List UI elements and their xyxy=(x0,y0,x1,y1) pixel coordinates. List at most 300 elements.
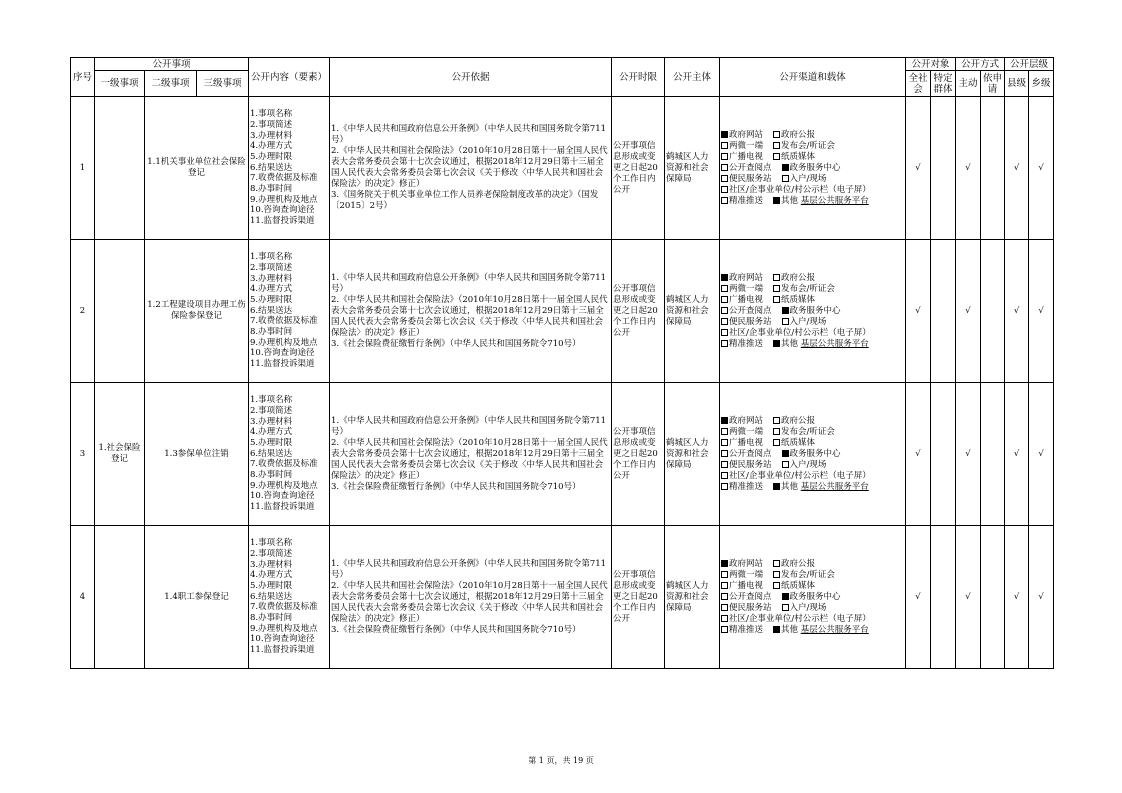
header-target-all: 全社会 xyxy=(906,71,931,97)
content-item: 10.咨询查询途径 xyxy=(250,634,315,645)
tick-method-active: √ xyxy=(956,526,981,669)
channel-door: 入户/现场 xyxy=(789,602,827,613)
time-limit-line: 个工作日内 xyxy=(613,316,656,327)
time-limit-line: 个工作日内 xyxy=(613,459,656,470)
basis-item: 3.《社会保险费征缴暂行条例》（中华人民共和国国务院令710号） xyxy=(331,624,581,635)
channel-reading: 公开查阅点 xyxy=(729,162,772,173)
checkbox-icon xyxy=(773,274,780,281)
header-layer-county: 县级 xyxy=(1005,71,1029,97)
content-item: 5.办理时限 xyxy=(250,580,293,591)
content-item: 7.收费依据及标准 xyxy=(250,316,318,327)
checkbox-icon xyxy=(721,296,728,303)
basis-item: 3.《社会保险费征缴暂行条例》（中华人民共和国国务院令710号） xyxy=(331,481,581,492)
channel-community: 社区/企事业单位/村公示栏（电子屏） xyxy=(729,184,871,195)
tick-target-all: √ xyxy=(906,383,931,526)
content-item: 1.事项名称 xyxy=(250,395,293,406)
channel-door: 入户/现场 xyxy=(789,459,827,470)
checkbox-icon xyxy=(773,131,780,138)
content-item: 3.办理材料 xyxy=(250,559,293,570)
channel-reading: 公开查阅点 xyxy=(729,591,772,602)
row-channels xyxy=(720,383,906,526)
channel-platform: 基层公共服务平台 xyxy=(800,624,869,635)
checkbox-icon xyxy=(782,318,789,325)
tick-method-active: √ xyxy=(956,240,981,383)
header-subject: 公开主体 xyxy=(665,58,720,97)
checkbox-icon xyxy=(721,197,728,204)
time-limit-line: 公开 xyxy=(613,613,631,624)
content-item: 2.事项简述 xyxy=(250,119,293,130)
content-item: 1.事项名称 xyxy=(250,538,293,549)
checkbox-icon xyxy=(721,428,728,435)
time-limit-line: 公开 xyxy=(613,184,631,195)
channel-gov-site: 政府网站 xyxy=(729,558,764,569)
channel-convenience: 便民服务站 xyxy=(729,316,772,327)
row-channels xyxy=(720,526,906,669)
time-limit-line: 息形成或变 xyxy=(613,294,656,305)
row-subject xyxy=(665,97,720,240)
row-level1: 1.社会保险登记 xyxy=(95,383,145,526)
checked-box-icon xyxy=(721,560,728,567)
tick-method-active: √ xyxy=(956,97,981,240)
header-seq: 序号 xyxy=(71,58,95,97)
checkbox-icon xyxy=(721,472,728,479)
content-item: 10.咨询查询途径 xyxy=(250,348,315,359)
channel-line xyxy=(721,295,904,306)
row-level2: 1.4职工参保登记 xyxy=(145,526,249,669)
checked-box-icon xyxy=(721,131,728,138)
channel-line xyxy=(721,559,904,570)
table-row xyxy=(71,526,1054,669)
checked-box-icon xyxy=(721,274,728,281)
channel-other: 其他 xyxy=(781,195,799,206)
channel-convenience: 便民服务站 xyxy=(729,602,772,613)
checkbox-icon xyxy=(721,582,728,589)
channel-precise: 精准推送 xyxy=(729,624,764,635)
channel-press: 发布会/听证会 xyxy=(781,283,835,294)
channel-two-micro: 两微一端 xyxy=(729,426,764,437)
checkbox-icon xyxy=(721,615,728,622)
channel-broadcast: 广播电视 xyxy=(729,294,764,305)
checkbox-icon xyxy=(721,153,728,160)
content-item: 9.办理机构及地点 xyxy=(250,337,318,348)
row-level2: 1.2工程建设项目办理工伤保险参保登记 xyxy=(145,240,249,383)
time-limit-line: 更之日起20 xyxy=(613,591,658,602)
checked-box-icon xyxy=(773,626,780,633)
content-item: 10.咨询查询途径 xyxy=(250,205,315,216)
content-item: 6.结果送达 xyxy=(250,305,293,316)
header-level2: 二级事项 xyxy=(145,71,197,97)
channel-paper: 纸质媒体 xyxy=(781,437,816,448)
time-limit-line: 个工作日内 xyxy=(613,602,656,613)
channel-service-center: 政务服务中心 xyxy=(789,591,841,602)
tick-target-all: √ xyxy=(906,97,931,240)
content-item: 6.结果送达 xyxy=(250,591,293,602)
content-item: 2.事项简述 xyxy=(250,548,293,559)
tick-layer-town: √ xyxy=(1029,383,1054,526)
channel-other: 其他 xyxy=(781,338,799,349)
checkbox-icon xyxy=(782,175,789,182)
checkbox-icon xyxy=(782,604,789,611)
checked-box-icon xyxy=(721,417,728,424)
content-item: 3.办理材料 xyxy=(250,130,293,141)
time-limit-line: 公开 xyxy=(613,327,631,338)
page-footer: 第 1 页，共 19 页 xyxy=(528,756,594,765)
tick-method-active: √ xyxy=(956,383,981,526)
checkbox-icon xyxy=(773,560,780,567)
content-item: 1.事项名称 xyxy=(250,109,293,120)
header-method-active: 主动 xyxy=(956,71,981,97)
checked-box-icon xyxy=(782,593,789,600)
basis-item: 2.《中华人民共和国社会保险法》（2010年10月28日第十一届全国人民代表大会常务委员会第十七次会议通过，根据2018年12月29日第十三届全国人民代表大会常务委员会第七次会议《关于修改〈中华人民共和国社会保险法〉的决定》修正） xyxy=(331,146,608,189)
tick-method-request xyxy=(981,383,1005,526)
basis-item: 1.《中华人民共和国政府信息公开条例》（中华人民共和国国务院令第711号） xyxy=(331,124,607,145)
content-item: 10.咨询查询途径 xyxy=(250,491,315,502)
subject-line: 鹤城区人力 xyxy=(666,437,709,448)
checkbox-icon xyxy=(773,582,780,589)
channel-service-center: 政务服务中心 xyxy=(789,162,841,173)
row-time-limit xyxy=(612,240,665,383)
row-seq: 1 xyxy=(71,97,95,240)
header-content: 公开内容（要素） xyxy=(249,58,330,97)
content-item: 6.结果送达 xyxy=(250,162,293,173)
channel-two-micro: 两微一端 xyxy=(729,140,764,151)
channel-line xyxy=(721,614,904,625)
tick-method-request xyxy=(981,240,1005,383)
header-layer: 公开层级 xyxy=(1005,58,1054,71)
row-channels xyxy=(720,240,906,383)
checkbox-icon xyxy=(721,329,728,336)
checkbox-icon xyxy=(782,461,789,468)
tick-method-request xyxy=(981,97,1005,240)
channel-press: 发布会/听证会 xyxy=(781,426,835,437)
checkbox-icon xyxy=(773,439,780,446)
row-basis xyxy=(330,526,612,669)
row-seq: 4 xyxy=(71,526,95,669)
row-channels xyxy=(720,97,906,240)
channel-convenience: 便民服务站 xyxy=(729,459,772,470)
checkbox-icon xyxy=(721,593,728,600)
content-item: 5.办理时限 xyxy=(250,437,293,448)
subject-line: 保障局 xyxy=(666,316,692,327)
channel-line xyxy=(721,570,904,581)
checkbox-icon xyxy=(721,285,728,292)
content-item: 7.收费依据及标准 xyxy=(250,173,318,184)
content-item: 5.办理时限 xyxy=(250,151,293,162)
checkbox-icon xyxy=(721,483,728,490)
checkbox-icon xyxy=(721,186,728,193)
channel-line xyxy=(721,130,904,141)
checked-box-icon xyxy=(782,164,789,171)
basis-item: 1.《中华人民共和国政府信息公开条例》（中华人民共和国国务院令第711号） xyxy=(331,272,607,294)
basis-item: 1.《中华人民共和国政府信息公开条例》（中华人民共和国国务院令第711号） xyxy=(331,415,607,437)
channel-line xyxy=(721,141,904,152)
header-method-request: 依申请 xyxy=(981,71,1005,97)
channel-door: 入户/现场 xyxy=(789,173,827,184)
checkbox-icon xyxy=(721,439,728,446)
content-item: 2.事项简述 xyxy=(250,262,293,273)
header-basis: 公开依据 xyxy=(330,58,612,97)
checkbox-icon xyxy=(773,142,780,149)
content-item: 4.办理方式 xyxy=(250,427,293,438)
channel-reading: 公开查阅点 xyxy=(729,448,772,459)
channel-line xyxy=(721,284,904,295)
row-level1 xyxy=(95,526,145,669)
channel-broadcast: 广播电视 xyxy=(729,580,764,591)
tick-target-all: √ xyxy=(906,240,931,383)
channel-gov-gazette: 政府公报 xyxy=(781,558,816,569)
header-method: 公开方式 xyxy=(956,58,1005,71)
channel-gov-gazette: 政府公报 xyxy=(781,272,816,283)
table-row xyxy=(71,97,1054,240)
channel-broadcast: 广播电视 xyxy=(729,437,764,448)
checkbox-icon xyxy=(721,626,728,633)
row-content-items xyxy=(249,526,330,669)
channel-paper: 纸质媒体 xyxy=(781,151,816,162)
row-time-limit xyxy=(612,526,665,669)
header-target: 公开对象 xyxy=(906,58,956,71)
subject-line: 鹤城区人力 xyxy=(666,151,709,162)
checked-box-icon xyxy=(773,197,780,204)
tick-method-request xyxy=(981,526,1005,669)
channel-community: 社区/企事业单位/村公示栏（电子屏） xyxy=(729,613,871,624)
content-item: 4.办理方式 xyxy=(250,284,293,295)
row-content-items xyxy=(249,97,330,240)
row-basis xyxy=(330,97,612,240)
row-level2: 1.3参保单位注销 xyxy=(145,383,249,526)
header-layer-town: 乡级 xyxy=(1029,71,1054,97)
row-content-items xyxy=(249,240,330,383)
channel-platform: 基层公共服务平台 xyxy=(800,338,869,349)
content-item: 9.办理机构及地点 xyxy=(250,480,318,491)
time-limit-line: 息形成或变 xyxy=(613,437,656,448)
time-limit-line: 公开 xyxy=(613,470,631,481)
channel-line xyxy=(721,460,904,471)
content-item: 8.办事时间 xyxy=(250,613,293,624)
table-row xyxy=(71,240,1054,383)
content-item: 9.办理机构及地点 xyxy=(250,623,318,634)
checked-box-icon xyxy=(782,450,789,457)
basis-item: 2.《中华人民共和国社会保险法》（2010年10月28日第十一届全国人民代表大会常务委员会第十七次会议通过，根据2018年12月29日第十三届全国人民代表大会常务委员会第七次会议《关于修改〈中华人民共和国社会保险法〉的决定》修正） xyxy=(331,437,608,481)
channel-line xyxy=(721,471,904,482)
header-level1: 一级事项 xyxy=(95,71,145,97)
content-item: 8.办事时间 xyxy=(250,470,293,481)
channel-paper: 纸质媒体 xyxy=(781,580,816,591)
channel-press: 发布会/听证会 xyxy=(781,569,835,580)
row-subject xyxy=(665,383,720,526)
time-limit-line: 更之日起20 xyxy=(613,305,658,316)
channel-line xyxy=(721,438,904,449)
tick-layer-county: √ xyxy=(1005,383,1029,526)
time-limit-line: 公开事项信 xyxy=(613,140,656,151)
channel-line xyxy=(721,581,904,592)
channel-other: 其他 xyxy=(781,481,799,492)
channel-line xyxy=(721,592,904,603)
channel-precise: 精准推送 xyxy=(729,338,764,349)
time-limit-line: 公开事项信 xyxy=(613,283,656,294)
header-target-specific: 特定群体 xyxy=(931,71,956,97)
row-time-limit xyxy=(612,97,665,240)
header-time-limit: 公开时限 xyxy=(612,58,665,97)
header-level3: 三级事项 xyxy=(197,71,249,97)
tick-target-specific xyxy=(931,383,956,526)
time-limit-line: 公开事项信 xyxy=(613,569,656,580)
content-item: 3.办理材料 xyxy=(250,416,293,427)
time-limit-line: 个工作日内 xyxy=(613,173,656,184)
channel-two-micro: 两微一端 xyxy=(729,569,764,580)
channel-line xyxy=(721,273,904,284)
channel-platform: 基层公共服务平台 xyxy=(800,195,869,206)
table-row xyxy=(71,383,1054,526)
channel-reading: 公开查阅点 xyxy=(729,305,772,316)
channel-line xyxy=(721,603,904,614)
content-item: 2.事项简述 xyxy=(250,405,293,416)
channel-service-center: 政务服务中心 xyxy=(789,305,841,316)
checkbox-icon xyxy=(721,142,728,149)
subject-line: 资源和社会 xyxy=(666,591,709,602)
checkbox-icon xyxy=(721,571,728,578)
content-item: 7.收费依据及标准 xyxy=(250,602,318,613)
channel-line xyxy=(721,482,904,493)
subject-line: 保障局 xyxy=(666,173,692,184)
channel-line xyxy=(721,306,904,317)
tick-layer-town: √ xyxy=(1029,97,1054,240)
channel-gov-site: 政府网站 xyxy=(729,129,764,140)
channel-community: 社区/企事业单位/村公示栏（电子屏） xyxy=(729,327,871,338)
row-seq: 3 xyxy=(71,383,95,526)
row-level2: 1.1机关事业单位社会保险登记 xyxy=(145,97,249,240)
checkbox-icon xyxy=(773,571,780,578)
channel-line xyxy=(721,427,904,438)
channel-line xyxy=(721,185,904,196)
row-subject xyxy=(665,240,720,383)
tick-target-all: √ xyxy=(906,526,931,669)
tick-layer-county: √ xyxy=(1005,526,1029,669)
content-item: 4.办理方式 xyxy=(250,570,293,581)
basis-item: 2.《中华人民共和国社会保险法》（2010年10月28日第十一届全国人民代表大会常务委员会第十七次会议通过，根据2018年12月29日第十三届全国人民代表大会常务委员会第七次会议《关于修改〈中华人民共和国社会保险法〉的决定》修正） xyxy=(331,294,608,338)
channel-gov-site: 政府网站 xyxy=(729,415,764,426)
basis-item: 2.《中华人民共和国社会保险法》（2010年10月28日第十一届全国人民代表大会常务委员会第十七次会议通过，根据2018年12月29日第十三届全国人民代表大会常务委员会第七次会议《关于修改〈中华人民共和国社会保险法〉的决定》修正） xyxy=(331,580,608,624)
checkbox-icon xyxy=(721,340,728,347)
content-item: 11.监督投诉渠道 xyxy=(250,359,315,370)
tick-layer-county: √ xyxy=(1005,240,1029,383)
row-level1 xyxy=(95,97,145,240)
channel-gov-gazette: 政府公报 xyxy=(781,129,816,140)
tick-target-specific xyxy=(931,240,956,383)
channel-line xyxy=(721,163,904,174)
checkbox-icon xyxy=(721,164,728,171)
channel-precise: 精准推送 xyxy=(729,481,764,492)
subject-line: 资源和社会 xyxy=(666,305,709,316)
basis-item: 1.《中华人民共和国政府信息公开条例》（中华人民共和国国务院令第711号） xyxy=(331,558,607,580)
tick-layer-town: √ xyxy=(1029,526,1054,669)
checkbox-icon xyxy=(773,153,780,160)
content-item: 7.收费依据及标准 xyxy=(250,459,318,470)
time-limit-line: 更之日起20 xyxy=(613,448,658,459)
row-seq: 2 xyxy=(71,240,95,383)
tick-layer-county: √ xyxy=(1005,97,1029,240)
content-item: 11.监督投诉渠道 xyxy=(250,645,315,656)
time-limit-line: 公开事项信 xyxy=(613,426,656,437)
content-item: 5.办理时限 xyxy=(250,294,293,305)
row-content-items xyxy=(249,383,330,526)
checkbox-icon xyxy=(721,461,728,468)
header-public-item: 公开事项 xyxy=(95,58,249,71)
row-level1 xyxy=(95,240,145,383)
channel-line xyxy=(721,625,904,636)
subject-line: 鹤城区人力 xyxy=(666,294,709,305)
tick-target-specific xyxy=(931,97,956,240)
channel-convenience: 便民服务站 xyxy=(729,173,772,184)
tick-target-specific xyxy=(931,526,956,669)
checkbox-icon xyxy=(721,175,728,182)
content-item: 8.办事时间 xyxy=(250,327,293,338)
row-subject xyxy=(665,526,720,669)
channel-press: 发布会/听证会 xyxy=(781,140,835,151)
row-basis xyxy=(330,240,612,383)
checked-box-icon xyxy=(773,340,780,347)
content-item: 9.办理机构及地点 xyxy=(250,194,318,205)
subject-line: 保障局 xyxy=(666,459,692,470)
checkbox-icon xyxy=(773,417,780,424)
channel-line xyxy=(721,196,904,207)
channel-service-center: 政务服务中心 xyxy=(789,448,841,459)
subject-line: 资源和社会 xyxy=(666,162,709,173)
checkbox-icon xyxy=(721,604,728,611)
channel-line xyxy=(721,449,904,460)
channel-platform: 基层公共服务平台 xyxy=(800,481,869,492)
disclosure-table xyxy=(70,57,1054,669)
basis-item: 3.《国务院关于机关事业单位工作人员养老保险制度改革的决定》（国发〔2015〕2号） xyxy=(331,190,599,211)
row-basis xyxy=(330,383,612,526)
channel-two-micro: 两微一端 xyxy=(729,283,764,294)
time-limit-line: 更之日起20 xyxy=(613,162,658,173)
checkbox-icon xyxy=(721,307,728,314)
checked-box-icon xyxy=(773,483,780,490)
tick-layer-town: √ xyxy=(1029,240,1054,383)
channel-precise: 精准推送 xyxy=(729,195,764,206)
channel-other: 其他 xyxy=(781,624,799,635)
subject-line: 鹤城区人力 xyxy=(666,580,709,591)
channel-paper: 纸质媒体 xyxy=(781,294,816,305)
content-item: 4.办理方式 xyxy=(250,141,293,152)
content-item: 8.办事时间 xyxy=(250,184,293,195)
subject-line: 保障局 xyxy=(666,602,692,613)
time-limit-line: 息形成或变 xyxy=(613,151,656,162)
content-item: 3.办理材料 xyxy=(250,273,293,284)
channel-community: 社区/企事业单位/村公示栏（电子屏） xyxy=(729,470,871,481)
content-item: 11.监督投诉渠道 xyxy=(250,216,315,227)
time-limit-line: 息形成或变 xyxy=(613,580,656,591)
checked-box-icon xyxy=(782,307,789,314)
channel-line xyxy=(721,152,904,163)
channel-line xyxy=(721,416,904,427)
channel-broadcast: 广播电视 xyxy=(729,151,764,162)
checkbox-icon xyxy=(721,318,728,325)
content-item: 6.结果送达 xyxy=(250,448,293,459)
checkbox-icon xyxy=(773,428,780,435)
channel-line xyxy=(721,328,904,339)
channel-line xyxy=(721,174,904,185)
channel-gov-gazette: 政府公报 xyxy=(781,415,816,426)
row-time-limit xyxy=(612,383,665,526)
basis-item: 3.《社会保险费征缴暂行条例》（中华人民共和国国务院令710号） xyxy=(331,338,581,349)
channel-line xyxy=(721,339,904,350)
channel-door: 入户/现场 xyxy=(789,316,827,327)
checkbox-icon xyxy=(721,450,728,457)
subject-line: 资源和社会 xyxy=(666,448,709,459)
header-channel: 公开渠道和载体 xyxy=(720,58,906,97)
content-item: 11.监督投诉渠道 xyxy=(250,502,315,513)
